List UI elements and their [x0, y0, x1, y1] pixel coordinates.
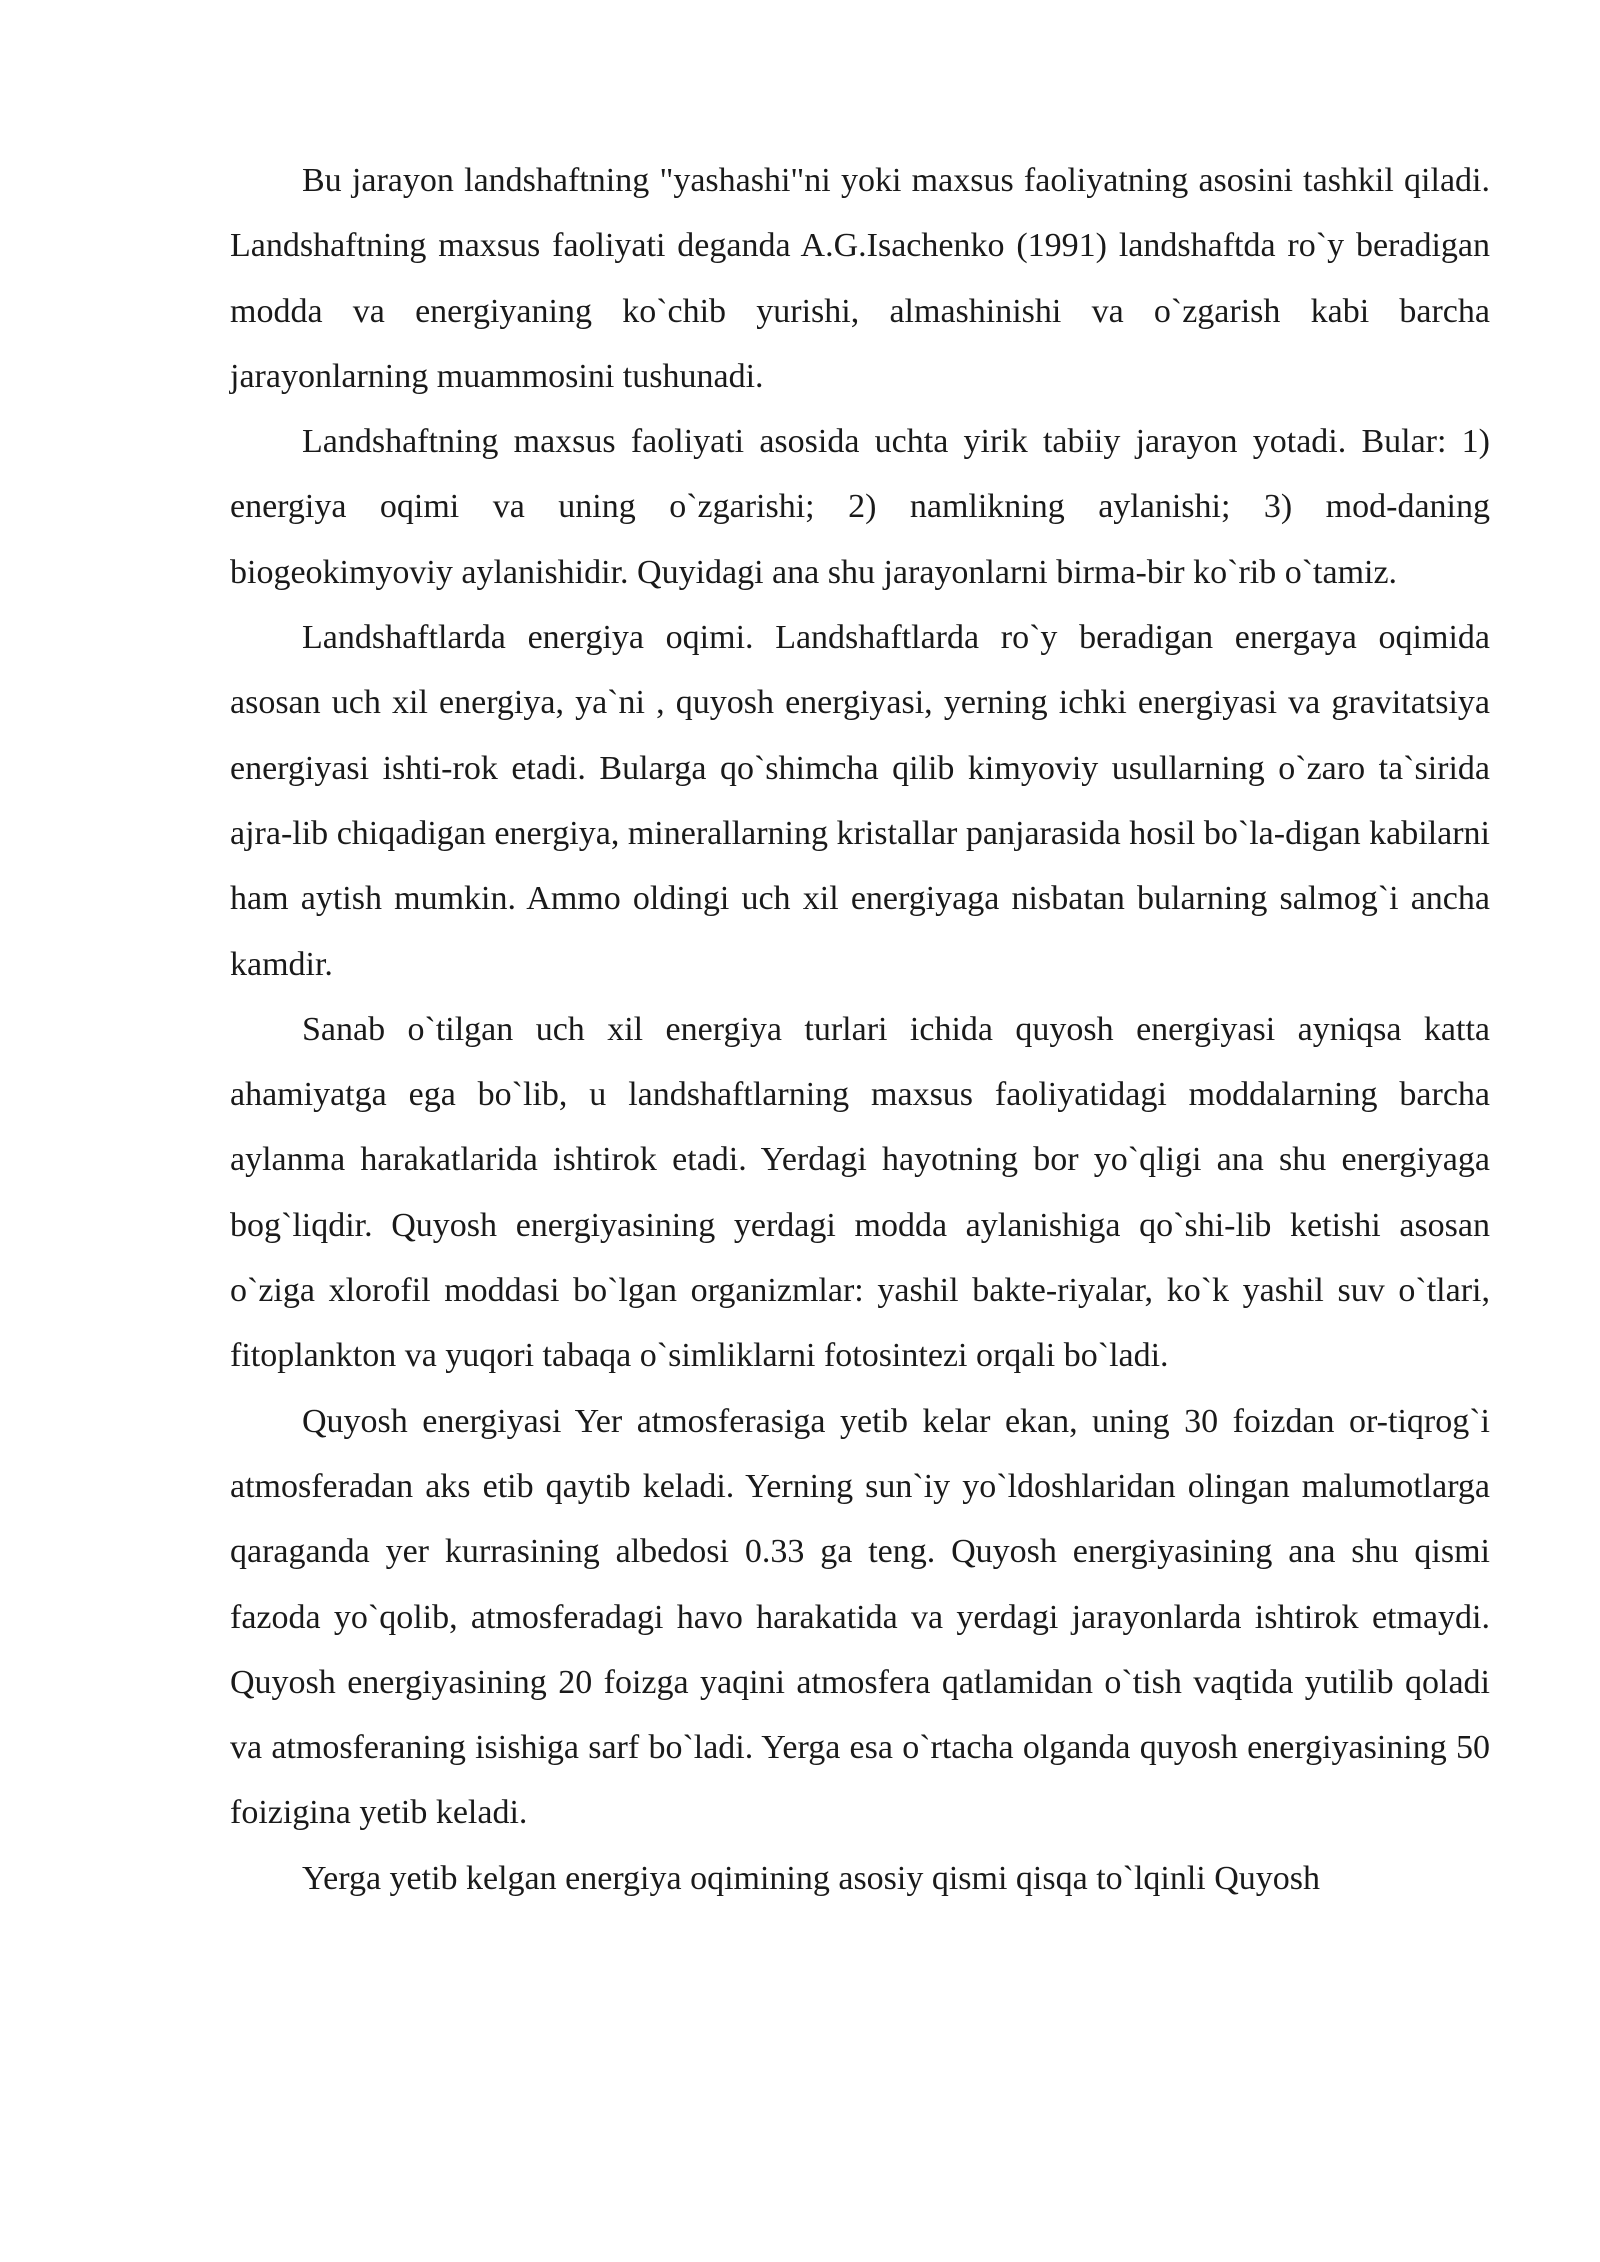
- paragraph: Yerga yetib kelgan energiya oqimining asosiy qismi qisqa to`lqinli Quyosh: [302, 1859, 1321, 1897]
- paragraph: Landshaftning maxsus faoliyati asosida uchta yirik tabiiy jarayon yotadi. Bular: 1) energiya oqimi va uning o`zgarishi; 2) namlikning aylanishi; 3) mod-daning biogeokimyoviy aylanishidir. Quyidagi ana shu jarayonlarni birma-bir ko`rib o`tamiz.: [230, 423, 1490, 591]
- document-body: [230, 148, 1490, 1911]
- paragraph: Sanab o`tilgan uch xil energiya turlari ichida quyosh energiyasi ayniqsa katta ahamiyatga ega bo`lib, u landshaftlarning maxsus faoliyatidagi moddalarning barcha aylanma harakatlarida ishtirok etadi. Yerdagi hayotning bor yo`qligi ana shu energiyaga bog`liqdir. Quyosh energiyasining yerdagi modda aylanishiga qo`shi-lib ketishi asosan o`ziga xlorofil moddasi bo`lgan organizmlar: yashil bakte-riyalar, ko`k yashil suv o`tlari, fitoplankton va yuqori tabaqa o`simliklarni fotosintezi orqali bo`ladi.: [230, 1010, 1490, 1375]
- paragraph: Landshaftlarda energiya oqimi. Landshaftlarda ro`y beradigan energaya oqimida asosan uch xil energiya, ya`ni , quyosh energiyasi, yerning ichki energiyasi va gravitatsiya energiyasi ishti-rok etadi. Bularga qo`shimcha qilib kimyoviy usullarning o`zaro ta`sirida ajra-lib chiqadigan energiya, minerallarning kristallar panjarasida hosil bo`la-digan kabilarni ham aytish mumkin. Ammo oldingi uch xil energiyaga nisbatan bularning salmog`i ancha kamdir.: [230, 619, 1490, 983]
- paragraph: Bu jarayon landshaftning "yashashi"ni yoki maxsus faoliyatning asosini tashkil qiladi. Landshaftning maxsus faoliyati deganda A.G.Isachenko (1991) landshaftda ro`y beradigan modda va energiyaning ko`chib yurishi, almashinishi va o`zgarish kabi barcha jarayonlarning muammosini tushunadi.: [230, 162, 1490, 395]
- paragraph: Quyosh energiyasi Yer atmosferasiga yetib kelar ekan, uning 30 foizdan or-tiqrog`i atmosferadan aks etib qaytib keladi. Yerning sun`iy yo`ldoshlaridan olingan malumotlarga qaraganda yer kurrasining albedosi 0.33 ga teng. Quyosh energiyasining ana shu qismi fazoda yo`qolib, atmosferadagi havo harakatida va yerdagi jarayonlarda ishtirok etmaydi. Quyosh energiyasining 20 foizga yaqini atmosfera qatlamidan o`tish vaqtida yutilib qoladi va atmosferaning isishiga sarf bo`ladi. Yerga esa o`rtacha olganda quyosh energiyasining 50 foizigina yetib keladi.: [230, 1402, 1490, 1832]
